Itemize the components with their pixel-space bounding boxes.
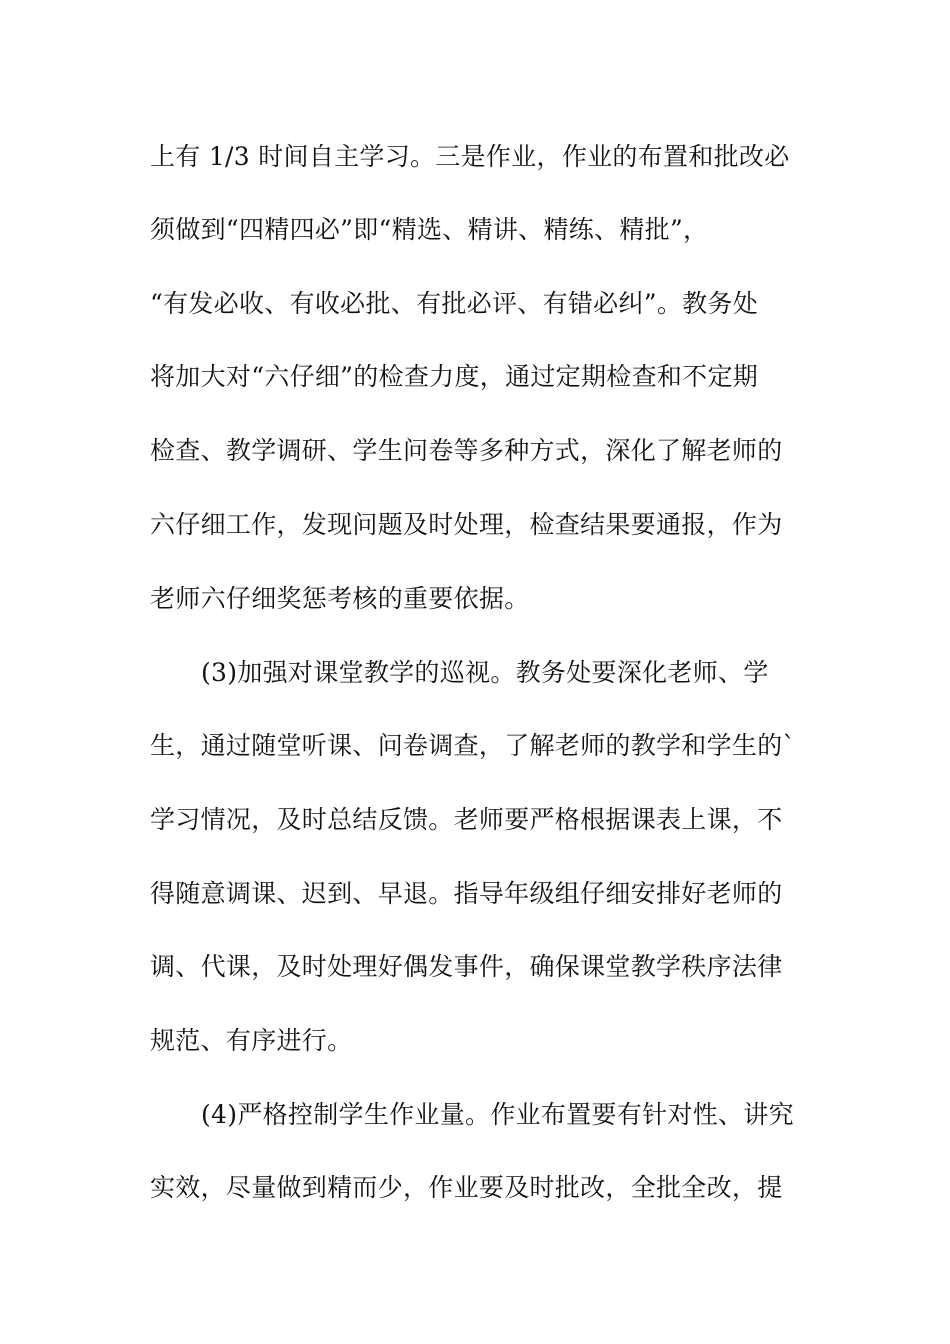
text-line: 得随意调课、迟到、早退。指导年级组仔细安排好老师的 [150, 879, 783, 908]
text-line: 上有 1/3 时间自主学习。三是作业，作业的布置和批改必 [150, 142, 790, 171]
text-line: 学习情况，及时总结反馈。老师要严格根据课表上课，不 [150, 805, 783, 834]
text-line: 实效，尽量做到精而少，作业要及时批改，全批全改，提 [150, 1173, 783, 1202]
text-line: 检查、教学调研、学生问卷等多种方式，深化了解老师的 [150, 436, 783, 465]
text-line: 须做到“四精四必”即“精选、精讲、精练、精批”， [150, 215, 709, 244]
text-line: 将加大对“六仔细”的检查力度，通过定期检查和不定期 [150, 362, 759, 391]
paragraph-start-line: (4)严格控制学生作业量。作业布置要有针对性、讲究 [201, 1100, 794, 1129]
text-line: 调、代课，及时处理好偶发事件，确保课堂教学秩序法律 [150, 952, 783, 981]
text-line: 老师六仔细奖惩考核的重要依据。 [150, 584, 530, 613]
text-line: “有发必收、有收必批、有批必评、有错必纠”。教务处 [150, 289, 759, 318]
text-line: 六仔细工作，发现问题及时处理，检查结果要通报，作为 [150, 510, 783, 539]
paragraph-start-line: (3)加强对课堂教学的巡视。教务处要深化老师、学 [201, 658, 769, 687]
text-line: 规范、有序进行。 [150, 1026, 353, 1055]
text-line: 生，通过随堂听课、问卷调查，了解老师的教学和学生的` [150, 731, 796, 760]
